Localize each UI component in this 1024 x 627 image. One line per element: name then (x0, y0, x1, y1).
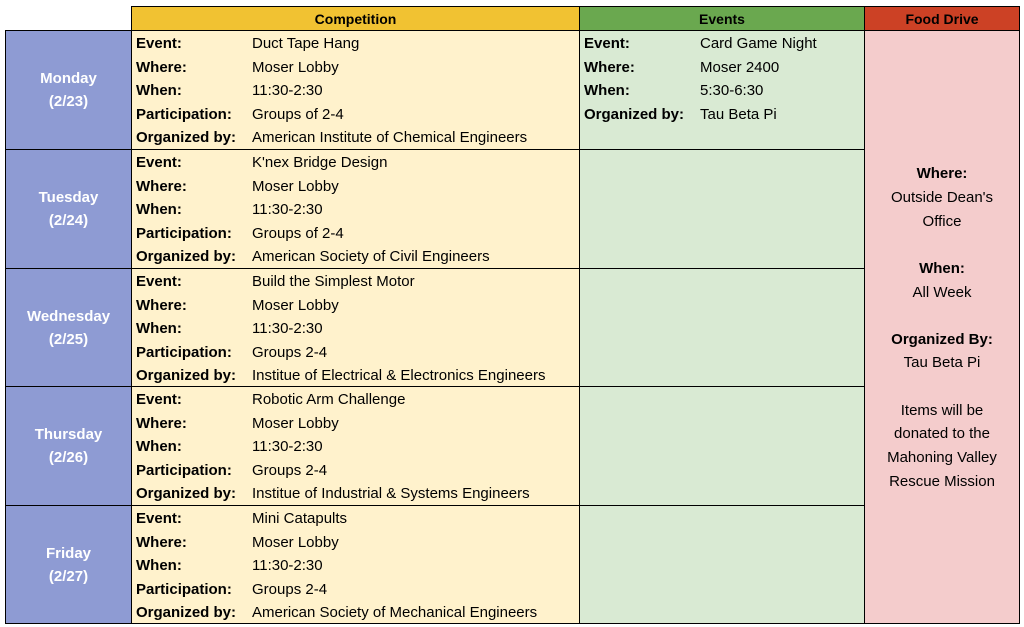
events-cell-wednesday (579, 268, 865, 387)
food-where-line2: Office (922, 213, 962, 230)
organized-label: Organized by: (136, 485, 237, 503)
day-cell-friday (5, 505, 132, 624)
day-name: Friday (45, 544, 91, 562)
participation-label: Participation: (136, 105, 232, 123)
when-label: When: (136, 320, 182, 338)
when-value: 11:30-2:30 (252, 557, 323, 575)
food-organized-label: Organized By: (891, 331, 993, 348)
where-value: Moser Lobby (252, 177, 339, 195)
event-label: Event: (136, 510, 182, 527)
organized-label: Organized by: (136, 604, 237, 622)
where-label: Where: (136, 414, 187, 432)
competition-cell-wednesday (131, 268, 580, 387)
where-label: Where: (136, 177, 187, 195)
day-cell-monday (5, 30, 132, 150)
when-value: 11:30-2:30 (252, 201, 323, 219)
event-label: Event: (136, 35, 182, 52)
organized-label: Organized by: (136, 248, 237, 266)
food-note-line4: Rescue Mission (889, 473, 995, 490)
event-label: Event: (136, 154, 182, 171)
food-note-line3: Mahoning Valley (887, 449, 997, 466)
day-name: Thursday (34, 426, 103, 443)
event-label: Event: (136, 273, 182, 290)
when-label: When: (136, 201, 182, 219)
when-value: 11:30-2:30 (252, 82, 323, 100)
when-label: When: (136, 557, 182, 575)
where-value: Moser Lobby (252, 58, 339, 76)
organized-label: Organized by: (584, 105, 685, 123)
events-cell-tuesday (579, 149, 865, 269)
event-value: Build the Simplest Motor (252, 273, 415, 290)
event-value: Duct Tape Hang (252, 35, 360, 52)
event-value: Robotic Arm Challenge (252, 391, 406, 408)
when-value: 5:30-6:30 (700, 82, 764, 100)
organized-label: Organized by: (136, 367, 237, 385)
where-value: Moser 2400 (700, 58, 780, 76)
participation-label: Participation: (136, 580, 232, 598)
organized-value: American Society of Mechanical Engineers (252, 604, 538, 622)
where-label: Where: (136, 533, 187, 551)
where-value: Moser Lobby (252, 414, 339, 432)
food-organized-value: Tau Beta Pi (903, 354, 981, 371)
where-label: Where: (584, 58, 635, 76)
competition-cell-thursday (131, 386, 580, 506)
day-date: (2/23) (48, 93, 89, 110)
organized-value: American Society of Civil Engineers (252, 248, 490, 266)
events-cell-monday (579, 30, 865, 150)
food-drive-cell (864, 30, 1020, 624)
day-name: Monday (40, 70, 97, 87)
day-date: (2/26) (48, 449, 89, 466)
participation-value: Groups of 2-4 (252, 105, 344, 123)
food-note-line1: Items will be (900, 402, 984, 419)
day-date: (2/24) (48, 212, 89, 229)
participation-label: Participation: (136, 343, 232, 361)
competition-cell-monday (131, 30, 580, 150)
day-date: (2/25) (48, 330, 89, 348)
organized-label: Organized by: (136, 129, 237, 147)
event-label: Event: (584, 35, 630, 52)
participation-label: Participation: (136, 461, 232, 479)
day-name: Wednesday (26, 307, 111, 325)
event-value: Card Game Night (700, 35, 817, 52)
where-label: Where: (136, 58, 187, 76)
competition-cell-friday (131, 505, 580, 624)
day-name: Tuesday (38, 189, 99, 206)
food-where-label: Where: (916, 165, 968, 182)
organized-value: Institue of Electrical & Electronics Engineers (252, 367, 546, 385)
participation-value: Groups 2-4 (252, 461, 328, 479)
organized-value: Tau Beta Pi (700, 105, 777, 123)
day-cell-thursday (5, 386, 132, 506)
when-value: 11:30-2:30 (252, 320, 323, 338)
events-cell-friday (579, 505, 865, 624)
event-value: Mini Catapults (252, 510, 348, 527)
food-note-line2: donated to the (894, 425, 990, 442)
when-label: When: (136, 438, 182, 456)
participation-value: Groups 2-4 (252, 343, 328, 361)
organized-value: Institue of Industrial & Systems Engineers (252, 485, 530, 503)
food-when-value: All Week (912, 284, 972, 301)
competition-header-label: Competition (314, 10, 397, 27)
event-value: K'nex Bridge Design (252, 154, 388, 171)
where-value: Moser Lobby (252, 296, 339, 314)
food-drive-header (864, 6, 1020, 31)
when-label: When: (136, 82, 182, 100)
event-label: Event: (136, 391, 182, 408)
food-where-line1: Outside Dean's (890, 189, 994, 206)
day-date: (2/27) (48, 567, 89, 585)
participation-label: Participation: (136, 224, 232, 242)
events-header (579, 6, 865, 31)
participation-value: Groups 2-4 (252, 580, 328, 598)
when-value: 11:30-2:30 (252, 438, 323, 456)
organized-value: American Institute of Chemical Engineers (252, 129, 528, 147)
food-drive-header-label: Food Drive (905, 10, 979, 27)
competition-cell-tuesday (131, 149, 580, 269)
day-cell-tuesday (5, 149, 132, 269)
events-header-label: Events (699, 10, 745, 27)
food-when-label: When: (919, 260, 965, 277)
participation-value: Groups of 2-4 (252, 224, 344, 242)
where-label: Where: (136, 296, 187, 314)
when-label: When: (584, 82, 630, 100)
competition-header (131, 6, 580, 31)
where-value: Moser Lobby (252, 533, 339, 551)
day-cell-wednesday (5, 268, 132, 387)
events-cell-thursday (579, 386, 865, 506)
